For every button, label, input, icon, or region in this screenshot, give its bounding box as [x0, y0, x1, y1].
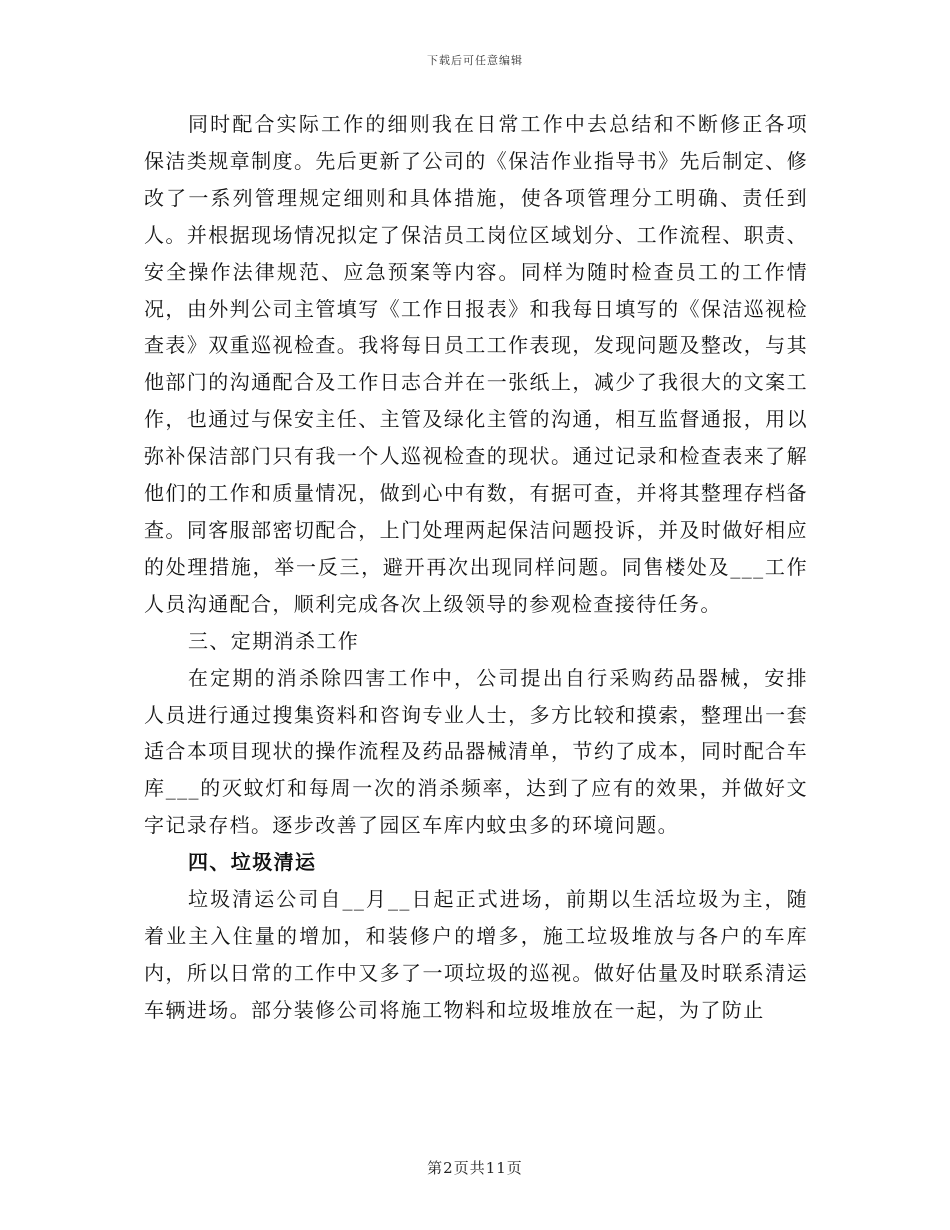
section-heading: 四、垃圾清运	[188, 850, 317, 875]
body-paragraph: 垃圾清运公司自__月__日起正式进场，前期以生活垃圾为主，随着业主入住量的增加，和装修户的增多，施工垃圾堆放与各户的车库内，所以日常的工作中又多了一项垃圾的巡视。做好估量及时联系清运车辆进场。部分装修公司将施工物料和垃圾堆放在一起，为了防止	[144, 887, 808, 1022]
document-body	[144, 106, 808, 1029]
page-footer-number: 第2页共11页	[427, 1159, 523, 1177]
section-heading: 三、定期消杀工作	[188, 628, 360, 653]
body-paragraph: 在定期的消杀除四害工作中，公司提出自行采购药品器械，安排人员进行通过搜集资料和咨询专业人士，多方比较和摸索，整理出一套适合本项目现状的操作流程及药品器械清单，节约了成本，同时配合车库___的灭蚊灯和每周一次的消杀频率，达到了应有的效果，并做好文字记录存档。逐步改善了园区车库内蚊虫多的环境问题。	[144, 665, 808, 838]
body-paragraph: 同时配合实际工作的细则我在日常工作中去总结和不断修正各项保洁类规章制度。先后更新了公司的《保洁作业指导书》先后制定、修改了一系列管理规定细则和具体措施，使各项管理分工明确、责任到人。并根据现场情况拟定了保洁员工岗位区域划分、工作流程、职责、安全操作法律规范、应急预案等内容。同样为随时检查员工的工作情况，由外判公司主管填写《工作日报表》和我每日填写的《保洁巡视检查表》双重巡视检查。我将每日员工工作表现，发现问题及整改，与其他部门的沟通配合及工作日志合并在一张纸上，减少了我很大的文案工作，也通过与保安主任、主管及绿化主管的沟通，相互监督通报，用以弥补保洁部门只有我一个人巡视检查的现状。通过记录和检查表来了解他们的工作和质量情况，做到心中有数，有据可查，并将其整理存档备查。同客服部密切配合，上门处理两起保洁问题投诉，并及时做好相应的处理措施，举一反三，避开再次出现同样问题。同售楼处及___工作人员沟通配合，顺利完成各次上级领导的参观检查接待任务。	[144, 112, 808, 616]
page-header-note: 下载后可任意编辑	[427, 54, 523, 67]
